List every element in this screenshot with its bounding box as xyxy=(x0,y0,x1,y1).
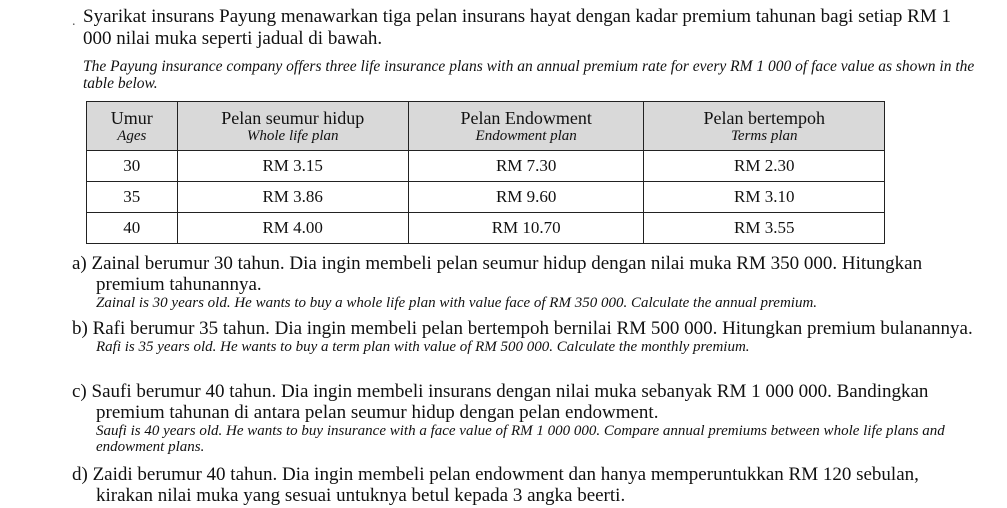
cell-whole-life: RM 3.15 xyxy=(177,151,408,182)
cell-age: 30 xyxy=(87,151,178,182)
header-whole-life-english: Whole life plan xyxy=(246,127,339,144)
question-b xyxy=(72,318,992,355)
header-endowment xyxy=(408,102,644,151)
header-terms-english: Terms plan xyxy=(730,127,798,144)
question-c xyxy=(72,381,972,455)
question-d-malay: d) Zaidi berumur 40 tahun. Dia ingin membeli pelan endowment dan hanya memperuntukkan RM 120 sebulan, kirakan nilai muka yang sesuai untuknya betul kepada 3 angka beerti. xyxy=(72,464,919,506)
header-whole-life xyxy=(177,102,408,151)
cell-terms: RM 3.55 xyxy=(644,213,885,244)
bullet-dot: . xyxy=(72,14,76,29)
cell-age: 35 xyxy=(87,182,178,213)
intro-malay-text: Syarikat insurans Payung menawarkan tiga pelan insurans hayat dengan kadar premium tahunan bagi setiap RM 1 000 nilai muka seperti jadual di bawah. xyxy=(83,6,951,49)
cell-endowment: RM 7.30 xyxy=(408,151,644,182)
table-row xyxy=(87,213,885,244)
cell-age: 40 xyxy=(87,213,178,244)
premium-rate-table xyxy=(86,101,885,244)
header-ages-english: Ages xyxy=(117,127,147,144)
header-endowment-english: Endowment plan xyxy=(475,127,577,144)
question-b-malay: b) Rafi berumur 35 tahun. Dia ingin membeli pelan bertempoh bernilai RM 500 000. Hitungkan premium bulanannya. xyxy=(72,318,973,339)
cell-terms: RM 2.30 xyxy=(644,151,885,182)
header-terms xyxy=(644,102,885,151)
question-c-english: Saufi is 40 years old. He wants to buy insurance with a face value of RM 1 000 000. Compare annual premiums between whole life plans and endowment plans. xyxy=(96,423,945,455)
question-a-english: Zainal is 30 years old. He wants to buy a whole life plan with value face of RM 350 000. Calculate the annual premium. xyxy=(96,295,818,311)
cell-endowment: RM 10.70 xyxy=(408,213,644,244)
intro-english-text: The Payung insurance company offers three life insurance plans with an annual premium rate for every RM 1 000 of face value as shown in the table below. xyxy=(83,58,975,92)
cell-whole-life: RM 4.00 xyxy=(177,213,408,244)
header-terms-malay: Pelan bertempoh xyxy=(703,107,825,128)
cell-whole-life: RM 3.86 xyxy=(177,182,408,213)
table-row xyxy=(87,151,885,182)
question-c-malay: c) Saufi berumur 40 tahun. Dia ingin membeli insurans dengan nilai muka sebanyak RM 1 000 000. Bandingkan premium tahunan di antara pelan seumur hidup dengan pelan endowment. xyxy=(72,381,929,423)
table-header-row xyxy=(87,102,885,151)
question-b-english: Rafi is 35 years old. He wants to buy a term plan with value of RM 500 000. Calculate the monthly premium. xyxy=(96,339,750,355)
question-a-malay: a) Zainal berumur 30 tahun. Dia ingin membeli pelan seumur hidup dengan nilai muka RM 350 000. Hitungkan premium tahunannya. xyxy=(72,253,923,295)
header-ages-malay: Umur xyxy=(110,107,153,128)
cell-terms: RM 3.10 xyxy=(644,182,885,213)
header-endowment-malay: Pelan Endowment xyxy=(460,107,592,128)
table-row xyxy=(87,182,885,213)
question-a xyxy=(72,253,972,311)
question-d xyxy=(72,464,972,506)
cell-endowment: RM 9.60 xyxy=(408,182,644,213)
header-whole-life-malay: Pelan seumur hidup xyxy=(221,107,365,128)
header-ages xyxy=(87,102,178,151)
